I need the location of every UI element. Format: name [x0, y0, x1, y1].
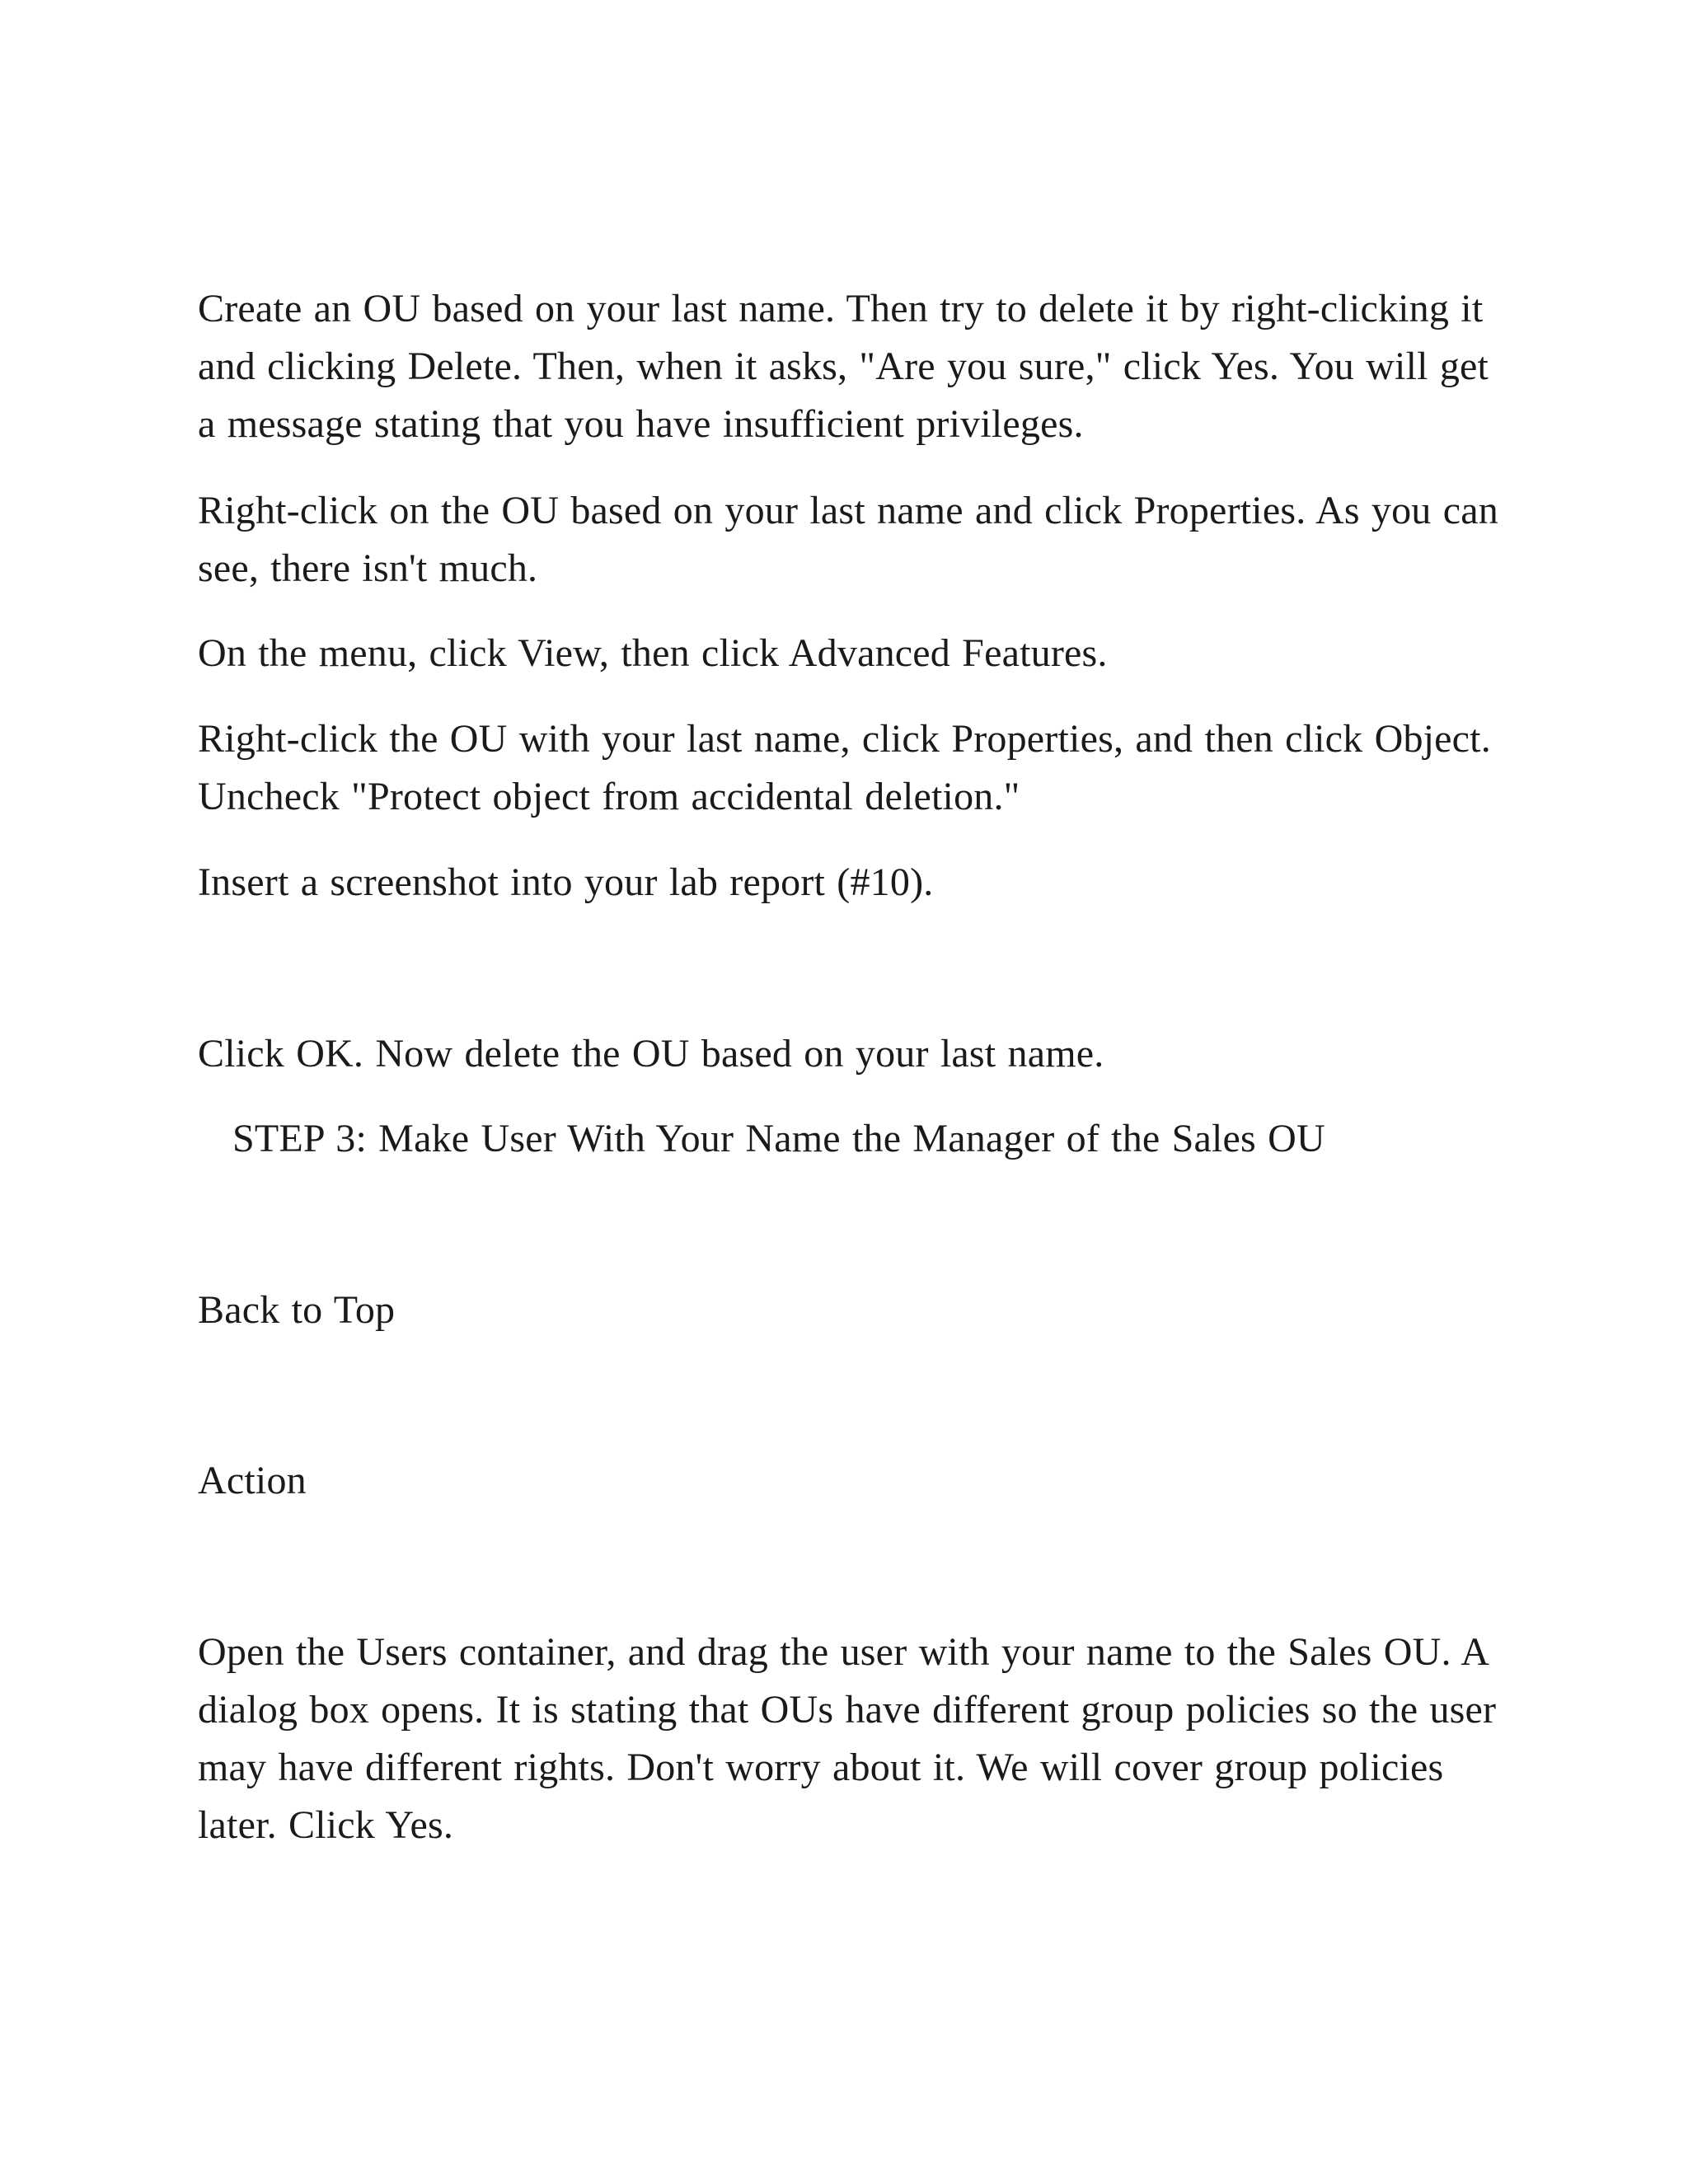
- paragraph-insert-screenshot: Insert a screenshot into your lab report (#10).: [198, 860, 934, 904]
- paragraph-click-ok: Click OK. Now delete the OU based on your last name.: [198, 1032, 1104, 1076]
- paragraph-properties: Right-click on the OU based on your last name and click Properties. As you can see, there isn't much.: [198, 489, 1498, 590]
- paragraph-create-ou: Create an OU based on your last name. Then try to delete it by right-clicking it and clicking Delete. Then, when it asks, "Are you sure," click Yes. You will get a message stating that you have insufficient privileges.: [198, 287, 1489, 446]
- paragraph-uncheck-protect: Right-click the OU with your last name, click Properties, and then click Object. Uncheck "Protect object from accidental deletion.": [198, 717, 1491, 818]
- paragraph-advanced-features: On the menu, click View, then click Advanced Features.: [198, 631, 1108, 675]
- step-heading: STEP 3: Make User With Your Name the Manager of the Sales OU: [232, 1117, 1325, 1160]
- paragraph-open-users: Open the Users container, and drag the user with your name to the Sales OU. A dialog box opens. It is stating that OUs have different group policies so the user may have different rights. Don't worry about it. We will cover group policies later. Click Yes.: [198, 1630, 1497, 1847]
- action-label: Action: [198, 1459, 307, 1502]
- back-to-top-link[interactable]: Back to Top: [198, 1288, 396, 1332]
